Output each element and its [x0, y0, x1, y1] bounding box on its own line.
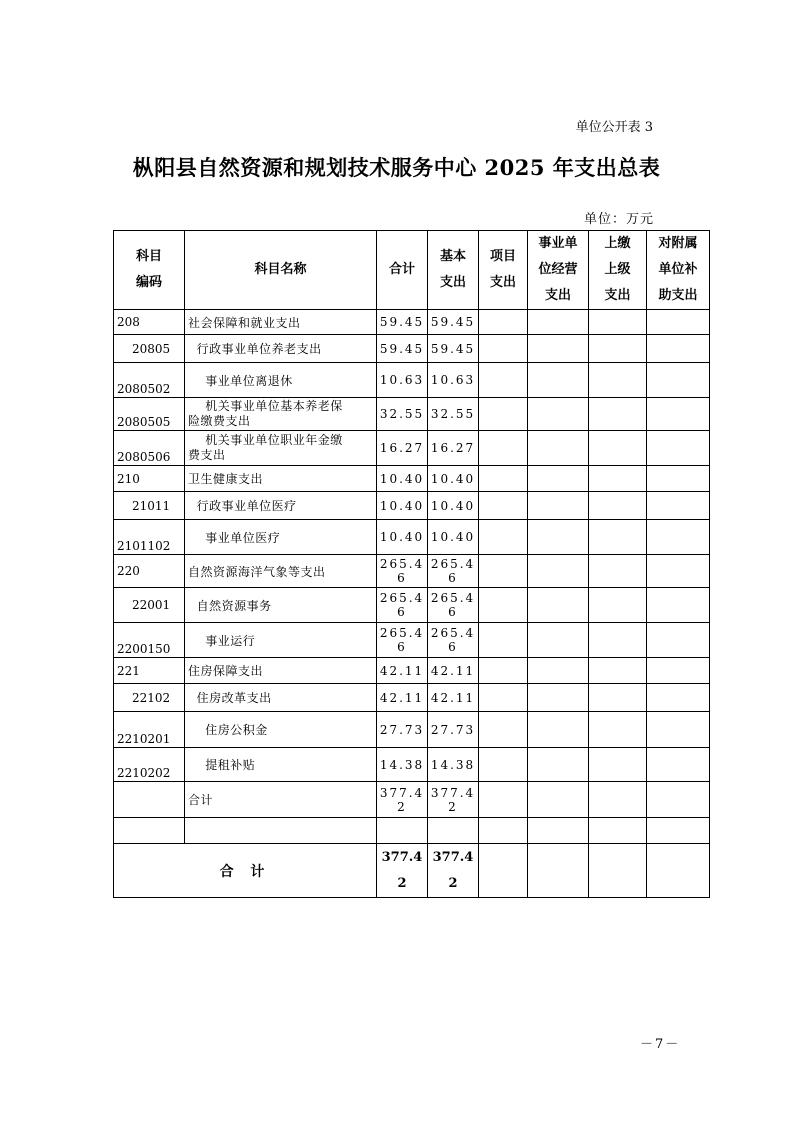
- row-code: 2210201: [114, 712, 185, 748]
- row-subsidy: [647, 782, 710, 818]
- table-row: [114, 310, 710, 335]
- row-name: 卫生健康支出: [185, 466, 377, 492]
- row-business: [528, 684, 589, 712]
- row-code: 210: [114, 466, 185, 492]
- row-code: [114, 782, 185, 818]
- row-business: [528, 335, 589, 363]
- header-subsidy: 对附属 单位补 助支出: [647, 231, 710, 310]
- row-code: 20805: [114, 335, 185, 363]
- row-code: 221: [114, 658, 185, 684]
- row-subsidy: [647, 466, 710, 492]
- header-basic: 基本 支出: [428, 231, 479, 310]
- row-basic: 265.46: [428, 623, 479, 658]
- row-subsidy: [647, 818, 710, 844]
- row-basic: 16.27: [428, 431, 479, 466]
- row-project: [479, 658, 528, 684]
- row-upper: [589, 684, 647, 712]
- header-name: 科目名称: [185, 231, 377, 310]
- page-number: －7－: [640, 1037, 681, 1052]
- header-total: 合计: [377, 231, 428, 310]
- row-name: 住房改革支出: [185, 684, 377, 712]
- expenditure-table: [113, 230, 710, 898]
- row-name: 事业单位离退休: [185, 363, 377, 398]
- row-code: 22102: [114, 684, 185, 712]
- row-business: [528, 818, 589, 844]
- row-total: 377.42: [377, 782, 428, 818]
- row-project: [479, 431, 528, 466]
- row-name: 机关事业单位职业年金缴 费支出: [185, 431, 377, 466]
- row-code: 2080502: [114, 363, 185, 398]
- row-subsidy: [647, 335, 710, 363]
- row-name: 自然资源事务: [185, 588, 377, 623]
- row-upper: [589, 818, 647, 844]
- row-total: 265.46: [377, 588, 428, 623]
- row-basic: 377.42: [428, 782, 479, 818]
- row-name: 事业单位医疗: [185, 520, 377, 555]
- row-total: 10.40: [377, 520, 428, 555]
- row-project: [479, 492, 528, 520]
- row-upper: [589, 588, 647, 623]
- row-name: 事业运行: [185, 623, 377, 658]
- row-project: [479, 818, 528, 844]
- row-name: 行政事业单位医疗: [185, 492, 377, 520]
- row-upper: [589, 712, 647, 748]
- row-code: 2080506: [114, 431, 185, 466]
- row-total: 14.38: [377, 748, 428, 782]
- table-row: [114, 431, 710, 466]
- row-basic: 14.38: [428, 748, 479, 782]
- row-subsidy: [647, 623, 710, 658]
- total-sum: 377.42: [377, 844, 428, 898]
- row-total: 42.11: [377, 684, 428, 712]
- total-basic: 377.42: [428, 844, 479, 898]
- table-row: [114, 588, 710, 623]
- total-subsidy: [647, 844, 710, 898]
- header-code: 科目 编码: [114, 231, 185, 310]
- row-total: 42.11: [377, 658, 428, 684]
- total-business: [528, 844, 589, 898]
- row-name: 合计: [185, 782, 377, 818]
- row-basic: 27.73: [428, 712, 479, 748]
- table-row: [114, 492, 710, 520]
- row-project: [479, 712, 528, 748]
- row-subsidy: [647, 588, 710, 623]
- row-business: [528, 623, 589, 658]
- row-total: 27.73: [377, 712, 428, 748]
- row-project: [479, 748, 528, 782]
- row-upper: [589, 431, 647, 466]
- row-subsidy: [647, 431, 710, 466]
- row-basic: 265.46: [428, 555, 479, 588]
- row-project: [479, 335, 528, 363]
- row-project: [479, 555, 528, 588]
- row-basic: 59.45: [428, 335, 479, 363]
- row-business: [528, 431, 589, 466]
- row-code: [114, 818, 185, 844]
- table-row: [114, 623, 710, 658]
- table-row: [114, 782, 710, 818]
- row-business: [528, 492, 589, 520]
- row-total: 10.40: [377, 492, 428, 520]
- row-project: [479, 363, 528, 398]
- row-name: 自然资源海洋气象等支出: [185, 555, 377, 588]
- header-upper: 上缴 上级 支出: [589, 231, 647, 310]
- row-subsidy: [647, 520, 710, 555]
- row-subsidy: [647, 398, 710, 431]
- row-project: [479, 310, 528, 335]
- row-total: 10.63: [377, 363, 428, 398]
- table-row: [114, 520, 710, 555]
- row-basic: [428, 818, 479, 844]
- row-business: [528, 588, 589, 623]
- row-name: 住房公积金: [185, 712, 377, 748]
- table-row: [114, 658, 710, 684]
- row-upper: [589, 623, 647, 658]
- row-total: 59.45: [377, 335, 428, 363]
- row-basic: 42.11: [428, 684, 479, 712]
- row-project: [479, 398, 528, 431]
- row-basic: 10.40: [428, 466, 479, 492]
- row-code: 21011: [114, 492, 185, 520]
- table-row: [114, 555, 710, 588]
- table-row: [114, 466, 710, 492]
- row-name: 提租补贴: [185, 748, 377, 782]
- header-business: 事业单 位经营 支出: [528, 231, 589, 310]
- row-code: 2200150: [114, 623, 185, 658]
- row-code: 2101102: [114, 520, 185, 555]
- table-row: [114, 363, 710, 398]
- unit-label: 单位：万元: [584, 212, 655, 227]
- row-business: [528, 310, 589, 335]
- row-business: [528, 555, 589, 588]
- row-upper: [589, 310, 647, 335]
- row-name: [185, 818, 377, 844]
- row-code: 2210202: [114, 748, 185, 782]
- row-business: [528, 398, 589, 431]
- row-total: 32.55: [377, 398, 428, 431]
- total-label: 合 计: [114, 844, 377, 898]
- row-name: 机关事业单位基本养老保 险缴费支出: [185, 398, 377, 431]
- row-total: [377, 818, 428, 844]
- table-row: [114, 335, 710, 363]
- row-total: 10.40: [377, 466, 428, 492]
- row-code: 22001: [114, 588, 185, 623]
- row-upper: [589, 398, 647, 431]
- row-upper: [589, 363, 647, 398]
- row-subsidy: [647, 363, 710, 398]
- row-subsidy: [647, 748, 710, 782]
- row-business: [528, 363, 589, 398]
- row-subsidy: [647, 555, 710, 588]
- row-basic: 59.45: [428, 310, 479, 335]
- row-business: [528, 712, 589, 748]
- row-name: 社会保障和就业支出: [185, 310, 377, 335]
- table-row: [114, 684, 710, 712]
- table-row: [114, 398, 710, 431]
- table-row: [114, 818, 710, 844]
- row-project: [479, 466, 528, 492]
- row-subsidy: [647, 712, 710, 748]
- row-basic: 10.40: [428, 492, 479, 520]
- row-upper: [589, 748, 647, 782]
- row-basic: 42.11: [428, 658, 479, 684]
- row-upper: [589, 335, 647, 363]
- row-business: [528, 658, 589, 684]
- row-basic: 265.46: [428, 588, 479, 623]
- row-name: 住房保障支出: [185, 658, 377, 684]
- row-total: 265.46: [377, 623, 428, 658]
- table-row: [114, 748, 710, 782]
- row-basic: 10.40: [428, 520, 479, 555]
- row-upper: [589, 658, 647, 684]
- header-row: [114, 231, 710, 310]
- row-subsidy: [647, 492, 710, 520]
- row-business: [528, 520, 589, 555]
- row-business: [528, 466, 589, 492]
- row-code: 208: [114, 310, 185, 335]
- row-project: [479, 623, 528, 658]
- row-project: [479, 588, 528, 623]
- row-code: 2080505: [114, 398, 185, 431]
- row-upper: [589, 492, 647, 520]
- total-row: [114, 844, 710, 898]
- row-subsidy: [647, 310, 710, 335]
- row-name: 行政事业单位养老支出: [185, 335, 377, 363]
- table-tag: 单位公开表 3: [575, 120, 653, 135]
- row-basic: 10.63: [428, 363, 479, 398]
- row-business: [528, 782, 589, 818]
- row-subsidy: [647, 658, 710, 684]
- row-project: [479, 520, 528, 555]
- row-upper: [589, 782, 647, 818]
- table-row: [114, 712, 710, 748]
- row-subsidy: [647, 684, 710, 712]
- row-project: [479, 782, 528, 818]
- row-upper: [589, 520, 647, 555]
- row-basic: 32.55: [428, 398, 479, 431]
- row-total: 59.45: [377, 310, 428, 335]
- row-code: 220: [114, 555, 185, 588]
- total-project: [479, 844, 528, 898]
- row-upper: [589, 466, 647, 492]
- total-upper: [589, 844, 647, 898]
- row-total: 16.27: [377, 431, 428, 466]
- page-title: 枞阳县自然资源和规划技术服务中心 2025 年支出总表: [132, 155, 661, 180]
- row-upper: [589, 555, 647, 588]
- row-business: [528, 748, 589, 782]
- row-total: 265.46: [377, 555, 428, 588]
- row-project: [479, 684, 528, 712]
- header-project: 项目 支出: [479, 231, 528, 310]
